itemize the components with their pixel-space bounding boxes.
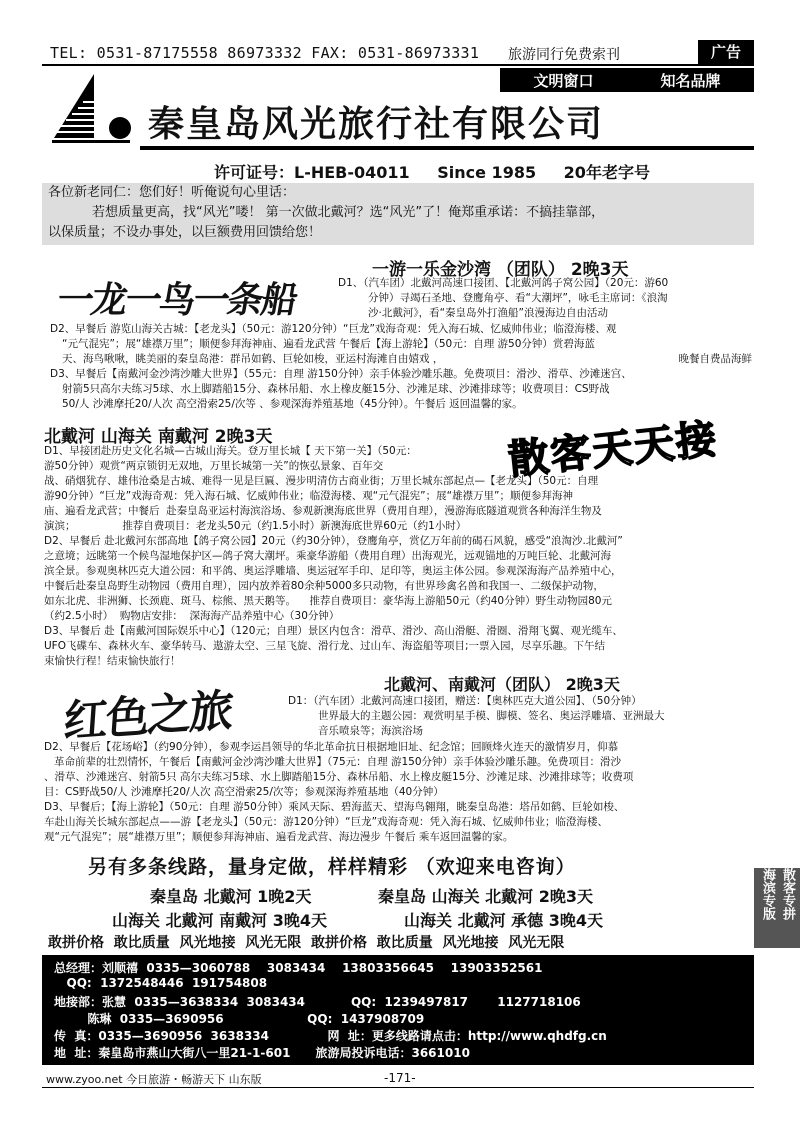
itinerary-line: 束愉快行程！结束愉快旅行！ (44, 655, 181, 667)
license-line (214, 160, 672, 183)
itinerary-line: 游90分钟）“巨龙”戏海奇观：凭入海石城、忆威帅伟业；临澄海楼、观“元气混宪”；展“雄襟万里”；顺便参拜海神 (44, 490, 573, 502)
side-tab (754, 868, 800, 948)
page-number: -171- (384, 1071, 416, 1085)
route-item: 山海关 北戴河 承德 3晚4天 (404, 911, 603, 930)
itinerary-line: D2、早餐后 赴北戴河东部高地【鸽子窝公园】20元（约30分钟），登鹰角亭，赏亿万年前的碣石风貌，感受“浪淘沙.北戴河” (44, 535, 623, 547)
since-year: Since 1985 (437, 163, 537, 182)
footer (42, 1068, 754, 1088)
section1-d2-d3: D2、早餐后 游览山海关古城：【老龙头】（50元：游120分钟）“巨龙”戏海奇观：凭入海石城、忆威帅伟业；临澄海楼、观 “元气混宪”；展“雄襟万里”；顺便参拜海神庙、遍看龙武营 午餐后【海上游轮】（50元：自理 游50分钟）赏碧海蓝 天、海鸟啾啾，眺美丽的秦皇岛港：群吊如鹤、巨轮如梭，亚运村海滩自由嬉戏 ， 晚餐自费品海鲜 D3、早餐后【南戴河金沙湾沙雕大世界】（55元：自理 游150分钟）亲手体验沙雕乐趣。免费项目：滑沙、滑草、沙滩迷宫、 射箭5只高尔夫练习5球、水上脚踏船15分、森林吊船、水上橡皮艇15分、沙滩足球、沙滩排球等；收费项目：CS野战 50/人 沙滩摩托20/人次 高空滑索25/次等 、参观深海养殖基地（45分钟）。午餐后 返回温馨的家。 (50, 323, 752, 410)
contact-fax-website: 传 真：0335—3690956 3638334 网 址：更多线路请点击：http://www.qhdfg.cn (54, 1029, 607, 1043)
itinerary-line: 目：CS野战50/人 沙滩摩托20/人次 高空滑索25/次等；参观深海养殖基地（40分钟） (44, 786, 444, 798)
slogan-left: 文明窗口 (533, 71, 594, 90)
contact-ground-dept-2: 陈琳 0335—3690956 QQ: 1437908709 (54, 1012, 425, 1026)
side-tab-col-1: 海滨专版 (760, 868, 775, 920)
section3-body (44, 740, 754, 845)
itinerary-line: 之意境；远眺第一个候鸟湿地保护区—鸽子窝大潮坪。乘豪华游船（费用自理）出海观光，远观锚地的万吨巨轮、北戴河海 (44, 550, 611, 562)
company-name: 秦皇岛风光旅行社有限公司 (148, 103, 605, 145)
slogan-bar (500, 68, 754, 92)
side-tab-col-2: 散客专拼 (780, 868, 795, 920)
itinerary-line: 观“元气混宪”；展“雄襟万里”；顺便参拜海神庙、遍看龙武营、海边漫步 午餐后 乘车返回温馨的家。 (44, 831, 514, 843)
routes-row-2 (112, 908, 752, 931)
itinerary-line: D3、早餐后；【海上游轮】（50元：自理 游50分钟）乘风天际、碧海蓝天、望海鸟翱翔，眺秦皇岛港：塔吊如鹤、巨轮如梭、 (44, 801, 625, 813)
itinerary-line: 车赴山海关长城东部起点——游【老龙头】（50元：游120分钟）“巨龙”戏海奇观：凭入海石城、忆威帅伟业；临澄海楼、 (44, 816, 609, 828)
itinerary-line: （约2.5小时） 购物店安排： 深海海产品养殖中心（30分钟） (44, 610, 340, 622)
company-rule (140, 146, 754, 150)
greeting-box (42, 183, 754, 245)
ad-badge: 广告 (698, 40, 754, 64)
itinerary-line: 革命前辈的壮烈情怀，午餐后【南戴河金沙湾沙雕大世界】（75元：自理 游150分钟）亲手体验沙雕乐趣。免费项目：滑沙 (44, 756, 622, 768)
motto-line: 敢拼价格 敢比质量 风光地接 风光无限 敢拼价格 敢比质量 风光地接 风光无限 (48, 935, 565, 951)
itinerary-line: 战、硝烟犹存、雄伟沧桑是古城、难得一见是巨匾、漫步明清仿古商业街；万里长城东部起点—【老龙头】（50元：自理 (44, 475, 599, 487)
more-routes-banner: 另有多条线路，量身定做，样样精彩 （欢迎来电咨询） (88, 856, 576, 878)
contact-box (42, 955, 754, 1065)
contact-address: 地 址：秦皇岛市燕山大街八一里21-1-601 旅游局投诉电话：3661010 (54, 1046, 470, 1060)
route-item: 秦皇岛 山海关 北戴河 2晚3天 (378, 887, 593, 906)
sailboat-logo-icon (48, 72, 134, 150)
itinerary-line: 滨全景。参观奥林匹克大道公园：和平鸽、奥运浮雕墙、奥运冠军手印、足印等，奥运主体公园。参观深海海产品养殖中心， (44, 565, 622, 577)
daily-pickup-stamp: 散客天天接 (506, 416, 721, 484)
route-item: 山海关 北戴河 南戴河 3晚4天 (112, 911, 327, 930)
red-tour-slogan: 红色之旅 (62, 684, 234, 749)
top-bar (42, 40, 752, 66)
routes-row-1 (150, 884, 750, 907)
contact-manager: 总经理：刘顺禧 0335—3060788 3083434 13803356645 13903352561 (54, 961, 543, 975)
tel-fax: TEL: 0531-87175558 86973332 FAX: 0531-86973331 (50, 44, 480, 62)
footer-site: www.zyoo.net 今日旅游・畅游天下 山东版 (46, 1073, 262, 1086)
itinerary-line: 如东北虎、非洲狮、长颈鹿、斑马、棕熊、黑天鹅等。 推荐自费项目：豪华海上游船50元（约40分钟）野生动物园80元 (44, 595, 612, 607)
section1-d1: D1、（汽车团）北戴河高速口接团、【北戴河鸽子窝公园】（20元：游60 分钟）寻竭石圣地、登鹰角亭、看“大潮坪”，咏毛主席词：《浪淘 沙·北戴河》，看“秦皇岛外打渔船”浪漫海边自由活动 (338, 277, 669, 319)
license-number: 许可证号：L-HEB-04011 (214, 163, 410, 182)
route-item: 秦皇岛 北戴河 1晚2天 (150, 887, 312, 906)
itinerary-line: 、滑草、沙滩迷宫、射箭5只 高尔夫练习5球、水上脚踏船15分、森林吊船、水上橡皮艇15分、沙滩足球、沙滩排球等；收费项 (44, 771, 634, 783)
contact-manager-qq: QQ: 1372548446 191754808 (54, 976, 268, 990)
contact-ground-dept: 地接部：张慧 0335—3638334 3083434 QQ: 1239497817 1127718106 (54, 995, 581, 1009)
footer-rule (42, 1087, 754, 1088)
top-rule (42, 64, 754, 66)
greeting-line-1: 各位新老同仁：您们好！听俺说句心里话： (48, 185, 296, 200)
itinerary-line: 庙、遍看龙武营；中餐后 赴秦皇岛亚运村海滨浴场、参观新澳海底世界（费用自理），漫游海底隧道观赏各种海洋生物及 (44, 505, 602, 517)
section2-title: 北戴河 山海关 南戴河 2晚3天 (44, 427, 273, 447)
section1-title: 一游一乐金沙湾 （团队） 2晚3天 (372, 260, 629, 280)
itinerary-line: 演滨； 推荐自费项目：老龙头50元（约1.5小时）新澳海底世界60元（约1小时） (44, 520, 467, 532)
itinerary-line: D2、早餐后【花场峪】（约90分钟），参观李运昌领导的华北革命抗日根据地旧址、纪念馆；回顾烽火连天的激情岁月，仰慕 (44, 741, 619, 753)
section3-title: 北戴河、南戴河（团队） 2晚3天 (384, 675, 620, 694)
slogan-right: 知名品牌 (660, 71, 721, 90)
itinerary-line: D3、早餐后 赴【南戴河国际娱乐中心】（120元；自理）景区内包含：滑草、滑沙、高山滑艇、滑圈、滑翔飞翼、观光缆车、 (44, 625, 623, 637)
free-index-label: 旅游同行免费索刊 (508, 47, 620, 63)
itinerary-line: 中餐后赴秦皇岛野生动物园（费用自理），园内放养着80余种5000多只动物，有世界珍禽名兽和我国一、二级保护动物， (44, 580, 604, 592)
dragon-bird-boat-slogan: 一龙一鸟一条船 (53, 279, 300, 321)
section3-d1: D1：（汽车团）北戴河高速口接团，赠送：【奥林匹克大道公园】、（50分钟） 世界最大的主题公园：观赏明星手模、脚模、签名、奥运浮雕墙、亚洲最大 音乐喷泉等；海滨浴场 (288, 695, 665, 737)
itinerary-line: UFO飞碟车、森林火车、豪华转马、遨游太空、三星飞旋、滑行龙、过山车、海盗船等项目;一票入园，尽享乐趣。下午结 (44, 640, 606, 652)
greeting-line-2: 若想质量更高，找“风光”喽！ 第一次做北戴河？选“风光”了！俺郑重承诺：不搞挂靠部， (92, 205, 605, 220)
itinerary-line: D1、早接团赴历史文化名城—古城山海关。登万里长城【 天下第一关】（50元： (44, 445, 417, 457)
section2-body (44, 444, 750, 669)
itinerary-line: 游50分钟）观赏“两京锁钥无双地，万里长城第一关”的恢弘景象、百年交 (44, 460, 384, 472)
greeting-line-3: 以保质量；不设办事处，以巨额费用回馈给您！ (48, 225, 322, 240)
years-label: 20年老字号 (563, 163, 650, 182)
